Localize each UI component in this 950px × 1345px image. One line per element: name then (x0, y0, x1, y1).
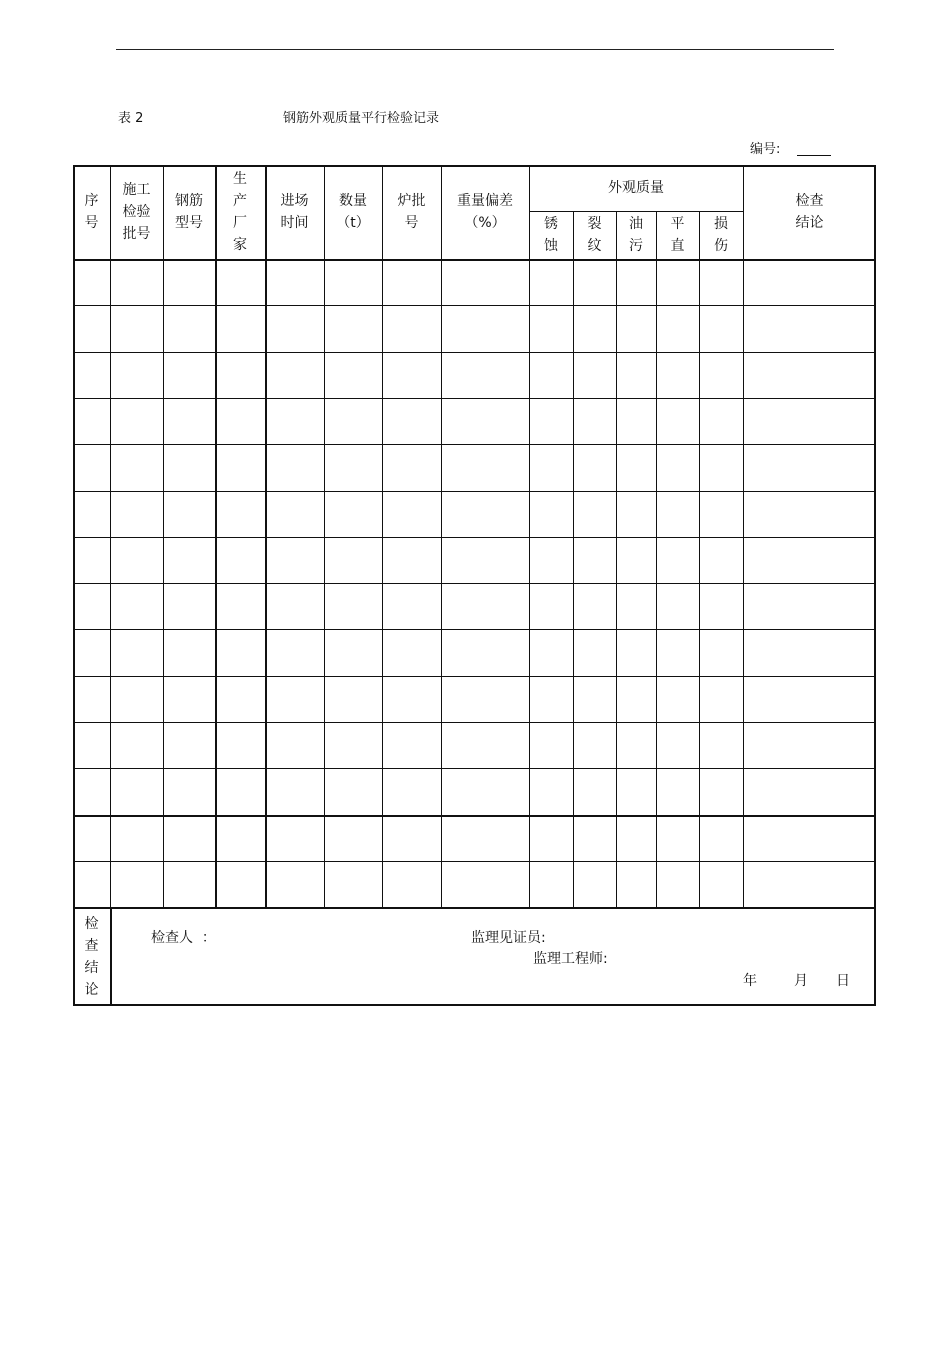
row-line (73, 676, 876, 677)
serial-number-blank[interactable] (797, 155, 831, 156)
row-line (73, 444, 876, 445)
header-rust: 锈 蚀 (544, 216, 558, 254)
header-appearance-quality: 外观质量 (608, 180, 664, 196)
column-line (656, 211, 657, 907)
row-line (73, 491, 876, 492)
header-bottom-line (73, 259, 876, 261)
header-damage: 损 伤 (714, 216, 728, 254)
inspection-table (73, 165, 876, 1006)
header-seq: 序 号 (84, 193, 99, 231)
column-line (699, 211, 700, 907)
header-oil-stain: 油 污 (629, 216, 643, 254)
row-line (73, 629, 876, 630)
table-number: 表 2 (118, 111, 144, 126)
header-weight-deviation: 重量偏差 （%） (457, 193, 513, 231)
document-title: 钢筋外观质量平行检验记录 (283, 111, 440, 126)
date-day: 日 (836, 973, 850, 990)
row-line (73, 537, 876, 538)
top-rule (116, 49, 834, 50)
row-line (73, 583, 876, 584)
header-entry-time: 进场 时间 (280, 193, 309, 231)
header-batch-no: 施工 检验 批号 (122, 182, 151, 242)
header-manufacturer: 生 产 厂 家 (233, 171, 247, 253)
row-line (73, 815, 876, 817)
supervision-witness-label: 监理见证员: (471, 930, 546, 947)
row-line (73, 861, 876, 862)
table-border-bottom (73, 1004, 876, 1006)
row-line (73, 305, 876, 306)
row-line (73, 352, 876, 353)
header-crack: 裂 纹 (587, 216, 602, 254)
supervision-engineer-label: 监理工程师: (533, 951, 608, 968)
table-border-right (874, 165, 876, 1006)
header-heat-batch-no: 炉批 号 (397, 193, 426, 231)
column-line (616, 211, 617, 907)
header-inspection-conclusion: 检查 结论 (795, 193, 824, 231)
row-line (73, 398, 876, 399)
row-line (73, 722, 876, 723)
header-rebar-model: 钢筋 型号 (175, 193, 203, 231)
date-year: 年 (743, 973, 757, 990)
serial-number-label: 编号: (750, 142, 781, 157)
row-line (73, 768, 876, 769)
footer-conclusion-label: 检 查 结 论 (84, 915, 99, 998)
footer-label-divider (110, 907, 112, 1006)
header-quantity: 数量 （t） (336, 193, 370, 231)
header-straightness: 平 直 (670, 216, 685, 254)
table-border-left (73, 165, 75, 1006)
column-line (573, 211, 574, 907)
row-line (73, 907, 876, 909)
date-month: 月 (794, 973, 808, 990)
inspector-label: 检查人 ： (151, 930, 216, 947)
